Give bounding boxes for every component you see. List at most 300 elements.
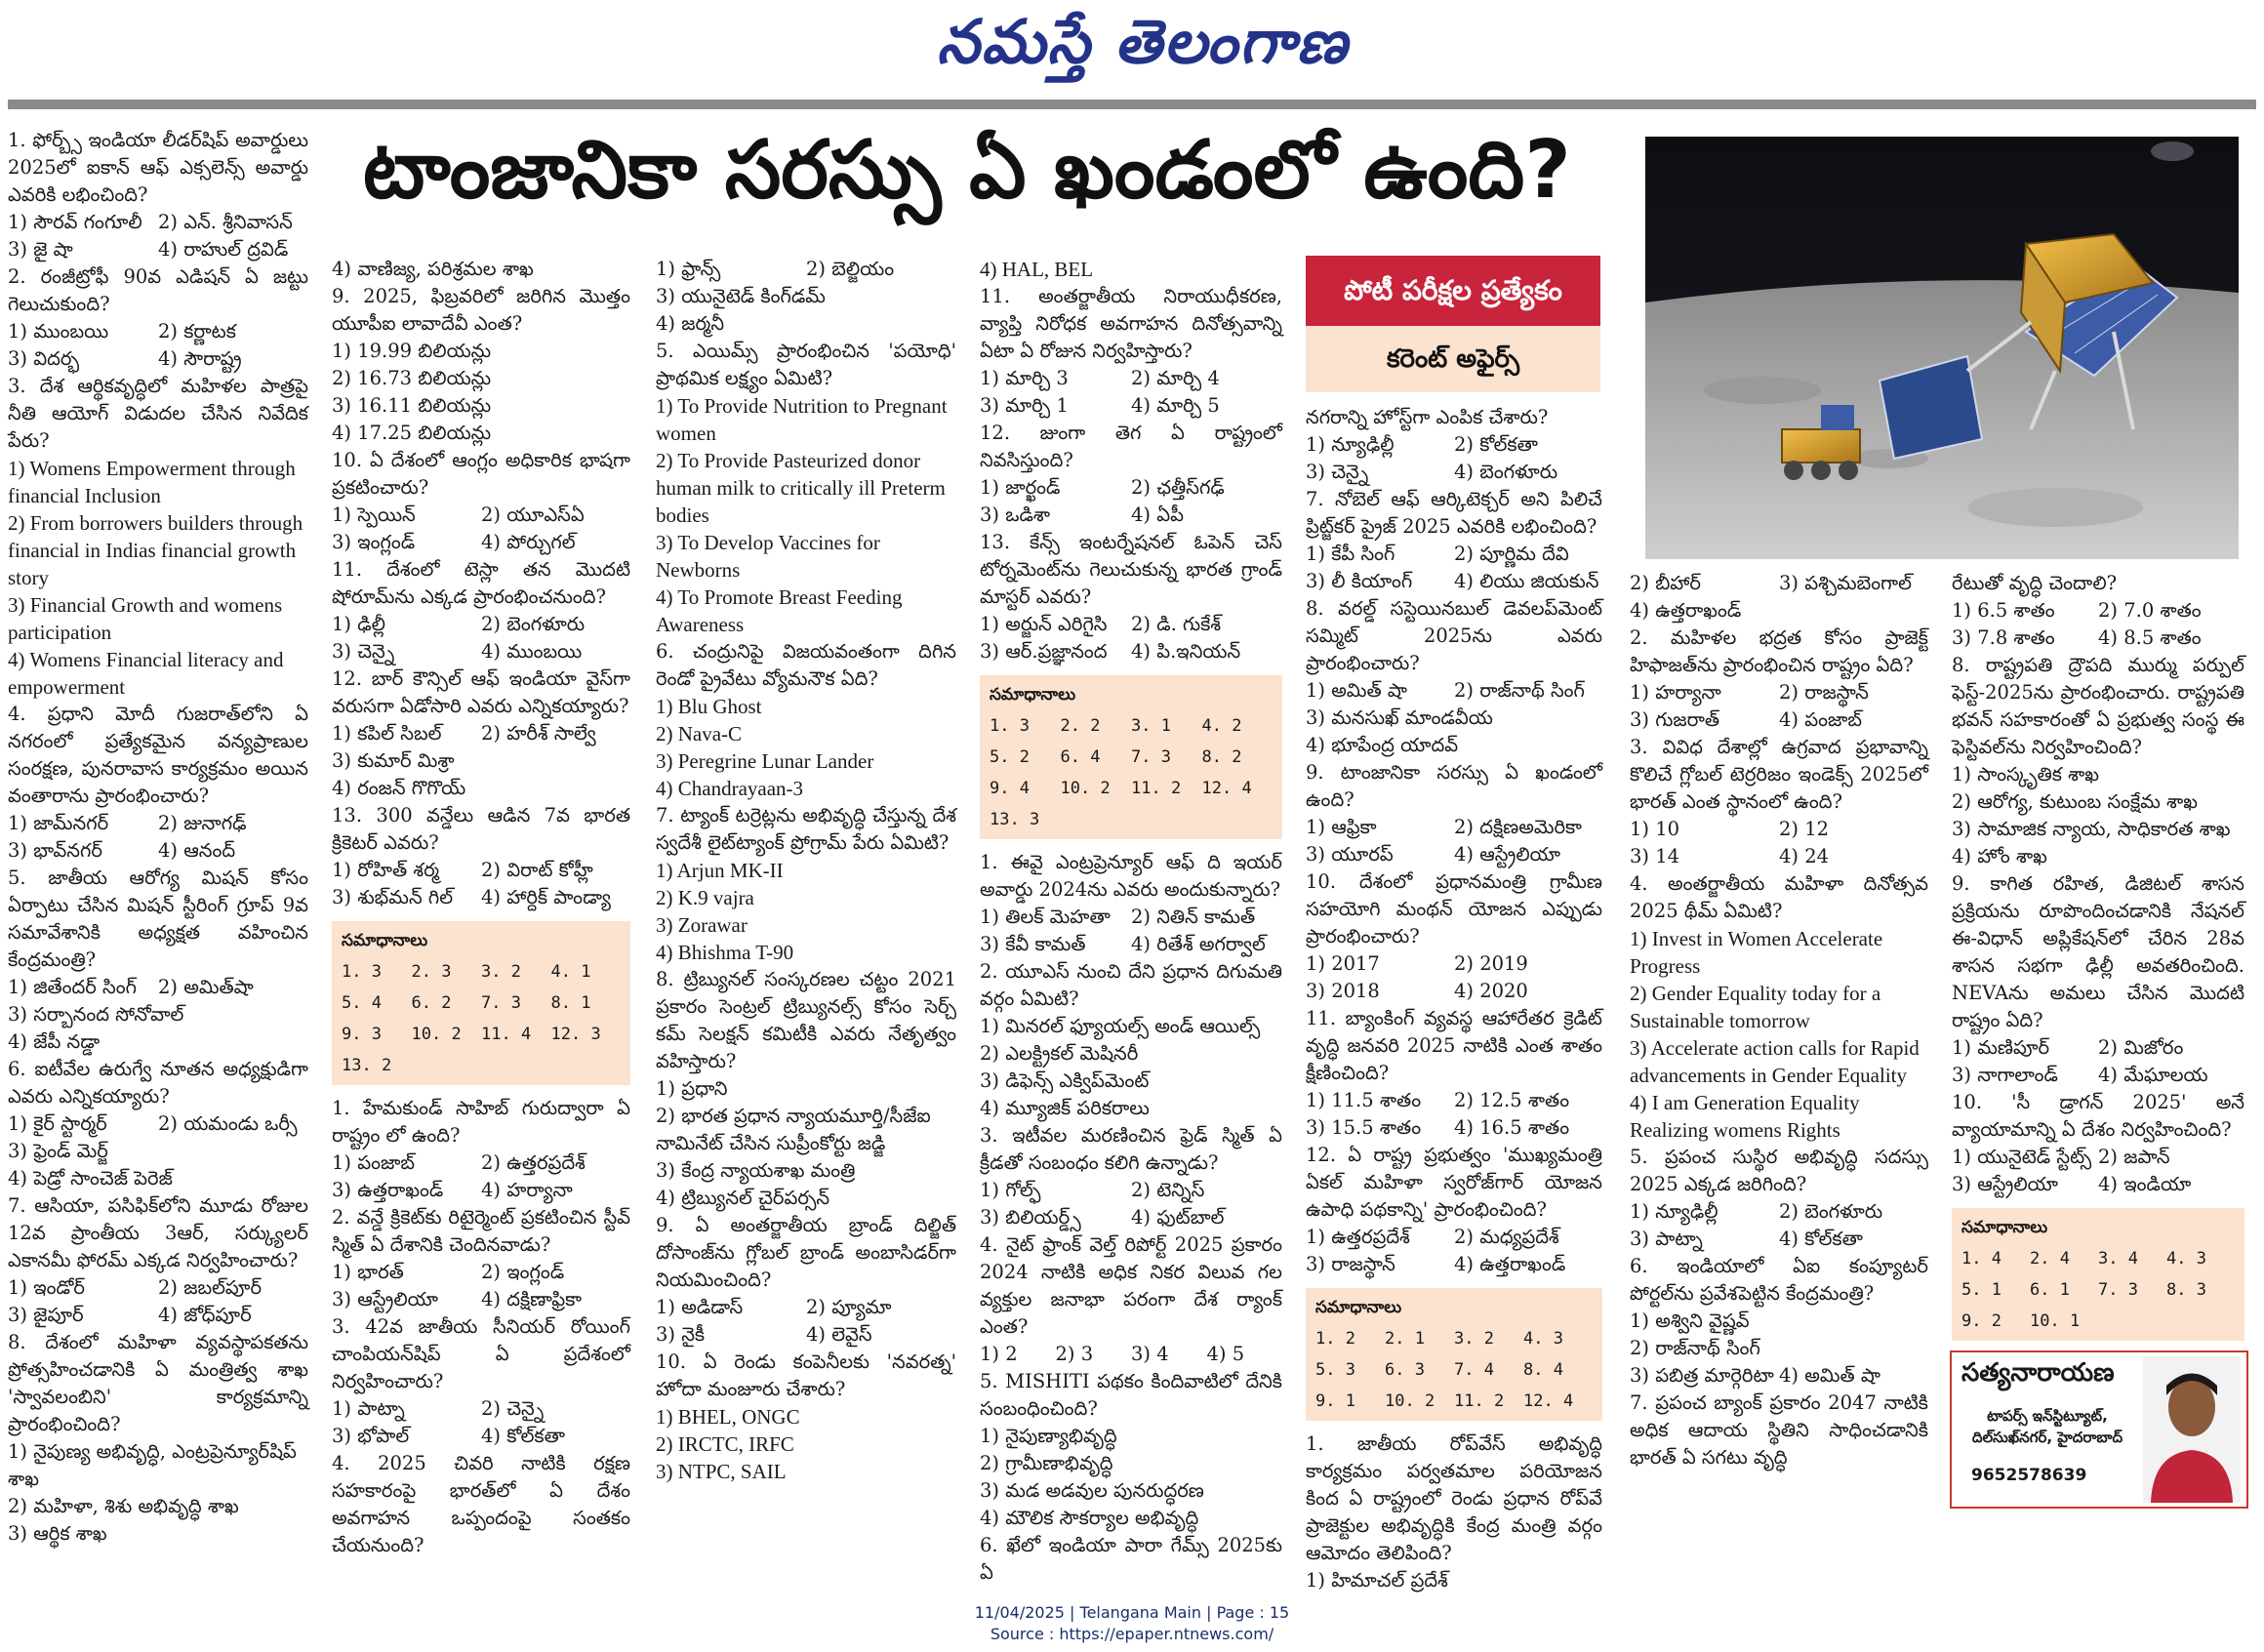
column-1 [8, 127, 308, 1548]
option: 4) పి.ఇనియన్ [1131, 640, 1241, 663]
question: 7. ట్యాంక్ టర్రెట్లను అభివృద్ధి చేస్తున్న దేశ స్వదేశీ లైట్‌ట్యాంక్ ప్రోగ్రామ్ పేరు ఏమిటి? [656, 804, 956, 854]
option: 1) జార్ఖండ్ [980, 476, 1061, 499]
option: 4) HAL, BEL [980, 258, 1094, 281]
options [1630, 1226, 1928, 1253]
answer-key [980, 675, 1282, 839]
options [656, 256, 956, 283]
answer: 11. 2 [1131, 779, 1182, 798]
option: 1) మణిపూర్ [1952, 1036, 2050, 1059]
options [332, 1395, 630, 1423]
options [1306, 814, 1602, 841]
page-footer [0, 1602, 2264, 1645]
answer: 6. 2 [411, 993, 452, 1013]
option: 3) యూరప్ [1306, 843, 1394, 866]
option: 1) పంజాబ్ [332, 1151, 415, 1174]
option: 4) మేఘాలయ [2098, 1064, 2208, 1086]
options [980, 502, 1282, 529]
option: 4) ఫుట్‌బాల్ [1131, 1206, 1225, 1229]
option: 4) రితేశ్ అగర్వాల్ [1131, 933, 1266, 955]
option: 1) న్యూఢిల్లీ [1306, 433, 1395, 456]
options [8, 1110, 308, 1138]
option: 2) 3 [1055, 1343, 1094, 1365]
answer: 5. 2 [990, 747, 1030, 767]
option: 3) NTPC, SAIL [656, 1460, 787, 1483]
answer: 8. 3 [2166, 1280, 2206, 1300]
option: 3) సర్బానంద సోనోవాల్ [8, 1003, 184, 1026]
option: 2) కర్ణాటక [158, 320, 236, 342]
answer: 10. 2 [411, 1025, 462, 1044]
option: 4) మార్చి 5 [1131, 394, 1220, 417]
option: 1) యునైటెడ్ స్టేట్స్ [1952, 1146, 2092, 1168]
option: 3) సామాజిక న్యాయ, సాధికారత శాఖ [1952, 818, 2231, 840]
options [1952, 625, 2244, 652]
answer: 2. 4 [2030, 1249, 2070, 1269]
options [980, 904, 1282, 931]
option: 1) 2 [980, 1343, 1018, 1365]
question: 6. ఐటీవేల ఉరుగ్వే నూతన అధ్యక్షుడిగా ఎవరు ఎన్నికయ్యారు? [8, 1058, 308, 1108]
option: 4) 5 [1206, 1343, 1245, 1365]
question: 5. ఎయిమ్స్ ప్రారంభించిన 'పయోధి' ప్రాథమిక లక్ష్యం ఏమిటి? [656, 340, 956, 389]
answer: 2. 3 [411, 962, 452, 982]
answer: 13. 3 [990, 810, 1040, 829]
option: 1) To Provide Nutrition to Pregnant women [656, 394, 948, 445]
options [332, 857, 630, 884]
option: 1) ఆఫ్రికా [1306, 816, 1377, 838]
option: 1) ఉత్తరప్రదేశ్ [1306, 1226, 1410, 1248]
option: 1) ముంబయి [8, 320, 109, 342]
option: 2) జపాన్ [2098, 1146, 2170, 1168]
options [1306, 841, 1602, 868]
question: 8. దేశంలో మహిళా వ్యవస్థాపకతను ప్రోత్సహించడానికి ఏ మంత్రిత్వ శాఖ 'స్వావలంబిని' కార్యక్రమాన్ని ప్రారంభించింది? [8, 1331, 308, 1435]
answer: 11. 4 [481, 1025, 532, 1044]
option: 4) పంజాబ్ [1779, 708, 1862, 731]
question: 1. ఈవై ఎంట్రప్రెన్యూర్ ఆఫ్ ది ఇయర్ అవార్డు 2024ను ఎవరు అందుకున్నారు? [980, 851, 1282, 901]
answer: 7. 3 [1131, 747, 1171, 767]
answer: 4. 3 [2166, 1249, 2206, 1269]
option: 2) పూర్ణిమ దేవి [1454, 543, 1569, 565]
option: 1) హిమాచల్ ప్రదేశ్ [1306, 1569, 1448, 1592]
options [1306, 677, 1602, 705]
option: 1) కైర్ స్టార్మర్ [8, 1112, 107, 1135]
options [332, 502, 630, 529]
option: 2) ఎలక్ట్రికల్ మెషినరీ [980, 1042, 1139, 1065]
option: 4) మౌలిక సౌకర్యాల అభివృద్ధి [980, 1507, 1199, 1529]
option: 3) Accelerate action calls for Rapid advancements in Gender Equality [1630, 1036, 1920, 1087]
option: 3) ఉత్తరాఖండ్ [332, 1179, 444, 1201]
option: 3) కేవీ కామత్ [980, 933, 1086, 955]
option: 3) ఫ్రెండ్ మెర్జ్ [8, 1140, 108, 1162]
question: 6. ఖేలో ఇండియా పారా గేమ్స్ 2025కు ఏ [980, 1534, 1282, 1584]
option: 4) హార్దిక్ పాండ్యా [481, 886, 611, 908]
option: 2) జబల్‌పూర్ [158, 1276, 263, 1299]
question: నగరాన్ని హోస్ట్‌గా ఎంపిక చేశారు? [1306, 406, 1549, 428]
option: 1) ప్రధాని [656, 1077, 728, 1100]
answer: 1. 2 [1315, 1329, 1355, 1349]
options [8, 318, 308, 345]
question: 1. హేమకుండ్ సాహిబ్ గురుద్వారా ఏ రాష్ట్రం లో ఉంది? [332, 1097, 630, 1147]
options [332, 1177, 630, 1204]
option: 4) హర్యానా [481, 1179, 573, 1201]
option: 3) మనసుఖ్ మాండవీయ [1306, 706, 1493, 729]
options [1306, 541, 1602, 568]
option: 3) 15.5 శాతం [1306, 1116, 1422, 1139]
options [980, 1177, 1282, 1204]
question: 3. దేశ ఆర్థికవృద్ధిలో మహిళల పాత్రపై నీతి ఆయోగ్ విడుదల చేసిన నివేదిక పేరు? [8, 375, 308, 452]
question: 4. ప్రధాని మోదీ గుజరాత్‌లోని ఏ నగరంలో ప్రత్యేకమైన వన్యప్రాణుల సంరక్షణ, పునరావాస కార్యక్రమం అయిన వంతారాను ప్రారంభించారు? [8, 703, 308, 807]
options [332, 1149, 630, 1177]
option: 4) To Promote Breast Feeding Awareness [656, 585, 903, 636]
column-5 [1306, 404, 1602, 1594]
option: 1) స్పెయిన్ [332, 504, 416, 526]
option: 2) టెన్నిస్ [1131, 1179, 1205, 1201]
question: 12. జుంగా తెగ ఏ రాష్ట్రంలో నివసిస్తుంది? [980, 422, 1282, 471]
option: 4) లెవైస్ [806, 1323, 872, 1346]
option: 3) 7.8 శాతం [1952, 626, 2055, 649]
option: 4) హోం శాఖ [1952, 845, 2047, 867]
author-name: సత్యనారాయణ [1961, 1358, 2115, 1388]
options [8, 236, 308, 263]
option: 3) గుజరాత్ [1630, 708, 1720, 731]
option: 2) K.9 vajra [656, 886, 754, 909]
option: 1) 2017 [1306, 952, 1380, 975]
option: 2) డి. గుకేశ్ [1131, 613, 1222, 635]
question: 3. వివిధ దేశాల్లో ఉగ్రవాద ప్రభావాన్ని కొలిచే గ్లోబల్ టెర్రరిజం ఇండెక్స్ 2025లో భారత్ ఎంత స్థానంలో ఉంది? [1630, 736, 1928, 813]
option: 4) లియు జియకున్ [1454, 570, 1599, 592]
option: 1) హర్యానా [1630, 681, 1721, 704]
option: 4) ఏపీ [1131, 504, 1184, 526]
option: 1) ఇండోర్ [8, 1276, 85, 1299]
option: 3) డిఫెన్స్ ఎక్విప్‌మెంట్ [980, 1069, 1150, 1092]
options [656, 1294, 956, 1321]
option: 2) ఆరోగ్య, కుటుంబ సంక్షేమ శాఖ [1952, 790, 2198, 813]
option: 3) Peregrine Lunar Lander [656, 749, 874, 773]
author-phone: 9652578639 [1971, 1466, 2087, 1485]
option: 1) రోహిత్ శర్మ [332, 859, 440, 881]
options [332, 1286, 630, 1313]
lander-illustration [1645, 137, 2239, 559]
option: 2) మధ్యప్రదేశ్ [1454, 1226, 1559, 1248]
answer: 1. 3 [990, 716, 1030, 736]
option: 2) 12 [1779, 818, 1830, 840]
answer: 5. 3 [1315, 1360, 1355, 1380]
options [332, 720, 630, 747]
option: 2) ప్యూమా [806, 1296, 892, 1318]
answer: 3. 1 [1131, 716, 1171, 736]
options [1630, 843, 1928, 870]
option: 1) పాట్నా [332, 1397, 405, 1420]
option: 3) జై షా [8, 238, 73, 261]
option: 1) అశ్విని వైష్ణవ్ [1630, 1310, 1750, 1332]
answer: 6. 4 [1060, 747, 1101, 767]
column-4 [980, 256, 1282, 1587]
answer: 4. 1 [550, 962, 591, 982]
answer: 10. 1 [2030, 1311, 2081, 1331]
options [980, 1341, 1282, 1368]
option: 3) నాగాలాండ్ [1952, 1064, 2058, 1086]
answer: 9. 4 [990, 779, 1030, 798]
answer: 12. 4 [1201, 779, 1252, 798]
question: రేటుతో వృద్ధి చెందాలి? [1952, 572, 2118, 594]
question: 3. 42వ జాతీయ సీనియర్ రోయింగ్ చాంపియన్‌షిప్ ఏ ప్రదేశంలో నిర్వహించారు? [332, 1315, 630, 1392]
question: 13. 300 వన్డేలు ఆడిన 7వ భారత క్రికెటర్ ఎవరు? [332, 804, 630, 854]
answer: 1. 4 [1961, 1249, 2001, 1269]
option: 1) తిలక్ మెహతా [980, 906, 1111, 928]
option: 2) మిజోరం [2098, 1036, 2184, 1059]
option: 1) అమిత్ షా [1306, 679, 1407, 702]
option: 2) కోల్‌కతా [1454, 433, 1538, 456]
option: 3) శుభ్‌మన్ గిల్ [332, 886, 454, 908]
options [1306, 1224, 1602, 1251]
option: 4) సౌరాష్ట్ర [158, 347, 242, 370]
options [1952, 1062, 2244, 1089]
question: 1. ఫోర్బ్స్ ఇండియా లీడర్‌షిప్ అవార్డులు 2025లో ఐకాన్ ఆఫ్ ఎక్సలెన్స్ అవార్డు ఎవరికి లభించింది? [8, 129, 308, 206]
answer: 8. 4 [1523, 1360, 1563, 1380]
option: 1) Arjun MK-II [656, 859, 784, 882]
option: 2) 16.73 బిలియన్లు [332, 367, 492, 389]
question: 2. వన్డే క్రికెట్‌కు రిటైర్మెంట్ ప్రకటించిన స్టీవ్ స్మిత్ ఏ దేశానికి చెందినవాడు? [332, 1206, 630, 1256]
answer: 9. 2 [1961, 1311, 2001, 1331]
option: 1) 11.5 శాతం [1306, 1089, 1422, 1111]
answer: 2. 1 [1385, 1329, 1425, 1349]
options [1630, 816, 1928, 843]
answer: 5. 1 [1961, 1280, 2001, 1300]
question: 9. ఏ అంతర్జాతీయ బ్రాండ్ దిల్జిత్ దోసాంజ్‌ను గ్లోబల్ బ్రాండ్ అంబాసిడర్‌గా నియమించింది? [656, 1214, 956, 1291]
options [1952, 1171, 2244, 1198]
option: 3) 16.11 బిలియన్లు [332, 394, 492, 417]
options [980, 474, 1282, 502]
option: 4) బెంగళూరు [1454, 461, 1558, 483]
answer: 12. 3 [550, 1025, 601, 1044]
option: 4) ఆస్ట్రేలియా [1454, 843, 1560, 866]
options [332, 638, 630, 665]
option: 3) ఆర్.ప్రజ్ఞానంద [980, 640, 1108, 663]
option: 4) మ్యూజిక్ పరికరాలు [980, 1097, 1150, 1119]
option: 2) భారత ప్రధాన న్యాయమూర్తి/సీజేఐ నామినేట్ చేసిన సుప్రీంకోర్టు జడ్జి [656, 1105, 931, 1154]
answer-key [1306, 1288, 1602, 1421]
answer: 7. 4 [1454, 1360, 1494, 1380]
option: 2) జునాగఢ్ [158, 812, 247, 834]
option: 2) To Provide Pasteurized donor human milk to critically ill Preterm bodies [656, 449, 946, 527]
option: 2) IRCTC, IRFC [656, 1432, 794, 1456]
option: 4) అమిత్ షా [1779, 1364, 1880, 1387]
options [1306, 1251, 1602, 1278]
masthead [0, 0, 2264, 98]
answer: 6. 1 [2030, 1280, 2070, 1300]
question: 12. బార్ కౌన్సిల్ ఆఫ్ ఇండియా వైస్‌గా వరుసగా ఏడోసారి ఎవరు ఎన్నికయ్యారు? [332, 667, 630, 717]
option: 2) From borrowers builders through financial in Indias financial growth story [8, 511, 303, 589]
option: 4) Womens Financial literacy and empowerment [8, 648, 284, 699]
options [8, 974, 308, 1001]
option: 4) పోర్చుగల్ [481, 531, 576, 553]
option: 4) 17.25 బిలియన్లు [332, 422, 492, 444]
question: 7. నోబెల్ ఆఫ్ ఆర్కిటెక్చర్ అని పిలిచే ప్రిట్జ్‌కర్ ప్రైజ్ 2025 ఎవరికి లభించింది? [1306, 488, 1602, 538]
answer: 3. 2 [481, 962, 521, 982]
option: 1) అర్జున్ ఎరిగైసి [980, 613, 1108, 635]
option: 1) 6.5 శాతం [1952, 599, 2055, 622]
options [1952, 597, 2244, 625]
question: 7. ప్రపంచ బ్యాంక్ ప్రకారం 2047 నాటికి అధిక ఆదాయ స్థితిని సాధించడానికి భారత్ ఏ సగటు వృద్ధి [1630, 1391, 1928, 1469]
question: 7. ఆసియా, పసిఫిక్‌లోని మూడు రోజుల 12వ ప్రాంతీయ 3ఆర్, సర్క్యులర్ ఎకానమీ ఫోరమ్ ఎక్కడ నిర్వహించారు? [8, 1194, 308, 1271]
answer-key-title: సమాధానాలు [342, 931, 428, 950]
question: 5. ప్రపంచ సుస్థిర అభివృద్ధి సదస్సు 2025 ఎక్కడ జరిగింది? [1630, 1146, 1928, 1195]
option: 2) ఎన్. శ్రీనివాసన్ [158, 211, 293, 233]
option: 2) రాజ్‌నాథ్ సింగ్ [1630, 1337, 1760, 1359]
question: 11. దేశంలో టెస్లా తన మొదటి షోరూమ్‌ను ఎక్కడ ప్రారంభించనుంది? [332, 558, 630, 608]
option: 1) Blu Ghost [656, 695, 762, 718]
column-7 [1952, 570, 2244, 1350]
question: 12. ఏ రాష్ట్ర ప్రభుత్వం 'ముఖ్యమంత్రి ఏకల్ మహిళా స్వరోజ్‌గార్ యోజన ఉపాధి పథకాన్ని' ప్రారంభించింది? [1306, 1144, 1602, 1221]
option: 3) కేంద్ర న్యాయశాఖ మంత్రి [656, 1159, 856, 1182]
option: 1) న్యూఢిల్లీ [1630, 1200, 1718, 1223]
options [1630, 1198, 1928, 1226]
option: 3) లీ కియాంగ్ [1306, 570, 1413, 592]
option: 2) మహిళా, శిశు అభివృద్ధి శాఖ [8, 1495, 239, 1517]
answer: 5. 4 [342, 993, 382, 1013]
option: 2) బెల్జియం [806, 258, 895, 280]
question: 9. టాంజానికా సరస్సు ఏ ఖండంలో ఉంది? [1306, 761, 1602, 811]
option: 3) Financial Growth and womens participation [8, 593, 283, 644]
answer: 12. 4 [1523, 1391, 1574, 1411]
option: 1) Womens Empowerment through financial Inclusion [8, 457, 296, 507]
option: 2) హరీశ్ సాల్వే [481, 722, 596, 745]
answer: 9. 3 [342, 1025, 382, 1044]
question: 2. రంజీట్రోఫీ 90వ ఎడిషన్ ఏ జట్టు గెలుచుకుంది? [8, 265, 308, 315]
author-photo [2143, 1356, 2241, 1503]
options [8, 810, 308, 837]
options [980, 931, 1282, 958]
options [8, 1274, 308, 1302]
option: 2) బెంగళూరు [481, 613, 586, 635]
answer: 8. 2 [1201, 747, 1242, 767]
option: 4) రంజన్ గొగొయ్ [332, 777, 466, 799]
column-2 [332, 256, 630, 1559]
option: 2) దక్షిణఅమెరికా [1454, 816, 1582, 838]
question: 5. MISHITI పథకం కిందివాటిలో దేనికి సంబంధించింది? [980, 1370, 1282, 1420]
option: 1) నైపుణ్య అభివృద్ధి, ఎంట్రప్రెన్యూర్‌షిప్ శాఖ [8, 1440, 297, 1490]
question: 8. రాష్ట్రపతి ద్రౌపది ముర్ము పర్పుల్ ఫెస్ట్-2025ను ప్రారంభించారు. రాష్ట్రపతి భవన్ సహకారంతో ఏ ప్రభుత్వ సంస్థ ఈ ఫెస్టివల్‌ను నిర్వహించింది? [1952, 654, 2244, 758]
option: 3) 14 [1630, 845, 1680, 867]
option: 3) జైపూర్ [8, 1304, 84, 1326]
question: 4. 2025 చివరి నాటికి రక్షణ సహకారంపై భారత్‌లో ఏ దేశం అవగాహన ఒప్పందంపై సంతకం చేయనుంది? [332, 1452, 630, 1556]
option: 4) వాణిజ్య, పరిశ్రమల శాఖ [332, 258, 534, 280]
option: 1) జామ్‌నగర్ [8, 812, 109, 834]
options [1630, 1362, 1928, 1390]
question: 10. ఏ రెండు కంపెనీలకు 'నవరత్న' హోదా మంజూరు చేశారు? [656, 1350, 956, 1400]
option: 2) విరాట్ కోహ్లీ [481, 859, 593, 881]
option: 3) చెన్నై [1306, 461, 1369, 483]
column-6 [1630, 570, 1928, 1471]
options [980, 392, 1282, 420]
option: 3) ఇంగ్లండ్ [332, 531, 416, 553]
option: 1) అడిడాస్ [656, 1296, 744, 1318]
option: 2) ఛత్తీస్‌గఢ్ [1131, 476, 1225, 499]
section-badge: పోటీ పరీక్షల ప్రత్యేకం [1306, 256, 1600, 326]
answer: 10. 2 [1060, 779, 1111, 798]
option: 3) Zorawar [656, 913, 748, 937]
option: 4) జేపీ నడ్డా [8, 1030, 101, 1053]
option: 3) మడ అడవుల పునరుద్ధరణ [980, 1479, 1204, 1502]
answer: 11. 2 [1454, 1391, 1505, 1411]
option: 3) విదర్భ [8, 347, 80, 370]
option: 1) మార్చి 3 [980, 367, 1069, 389]
option: 3) భావ్‌నగర్ [8, 839, 102, 862]
answer: 2. 2 [1060, 716, 1101, 736]
option: 3) పబిత్ర మార్గెరిటా [1630, 1364, 1774, 1387]
option: 2) చెన్నై [481, 1397, 545, 1420]
options [332, 529, 630, 556]
option: 3) యునైటెడ్ కింగ్‌డమ్ [656, 285, 826, 307]
option: 1) జితేందర్ సింగ్ [8, 976, 137, 998]
options [1306, 978, 1602, 1005]
author-box [1950, 1350, 2248, 1509]
question: 2. యూఎస్ నుంచి దేని ప్రధాన దిగుమతి వర్గం ఏమిటి? [980, 960, 1282, 1010]
options [1630, 679, 1928, 706]
question: 2. మహిళల భద్రత కోసం ప్రాజెక్ట్ హిఫాజత్‌ను ప్రారంభించిన రాష్ట్రం ఏది? [1630, 626, 1928, 676]
answer: 13. 2 [342, 1056, 392, 1075]
answer: 7. 3 [481, 993, 521, 1013]
option: 4) ముంబయి [481, 640, 583, 663]
option: 4) జర్మనీ [656, 312, 725, 335]
options [332, 1259, 630, 1286]
question: 5. జాతీయ ఆరోగ్య మిషన్ కోసం ఏర్పాటు చేసిన మిషన్ స్టీరింగ్ గ్రూప్ 9వ సమావేశానికి అధ్యక్షత వహించిన కేంద్రమంత్రి? [8, 866, 308, 971]
option: 3) ఆర్థిక శాఖ [8, 1522, 107, 1545]
question: 10. ఏ దేశంలో ఆంగ్లం అధికారిక భాషగా ప్రకటించారు? [332, 449, 630, 499]
option: 2) 7.0 శాతం [2098, 599, 2202, 622]
option: 4) 16.5 శాతం [1454, 1116, 1570, 1139]
question: 11. బ్యాంకింగ్ వ్యవస్థ ఆహారేతర క్రెడిట్ వృద్ధి జనవరి 2025 నాటికి ఎంత శాతం క్షీణించింది? [1306, 1007, 1602, 1084]
answer: 6. 3 [1385, 1360, 1425, 1380]
answer: 9. 1 [1315, 1391, 1355, 1411]
section-subtitle: కరెంట్ అఫైర్స్ [1306, 326, 1600, 392]
question: 6. ఇండియాలో ఏఐ కంప్యూటర్ పోర్టల్‌ను ప్రవేశపెట్టిన కేంద్రమంత్రి? [1630, 1255, 1928, 1305]
option: 4) జోధ్‌పూర్ [158, 1304, 252, 1326]
answer: 4. 3 [1523, 1329, 1563, 1349]
question: 9. కాగిత రహిత, డిజిటల్ శాసన ప్రక్రియను రూపొందించడానికి నేషనల్ ఈ-విధాన్ అప్లికేషన్‌లో చేరిన 28వ శాసన సభగా ఢిల్లీ అవతరించింది. NEVAను అమలు చేసిన మొదటి రాష్ట్రం ఏది? [1952, 872, 2244, 1031]
option: 4) Bhishma T-90 [656, 941, 794, 964]
option: 2) 12.5 శాతం [1454, 1089, 1570, 1111]
option: 3) కుమార్ మిశ్రా [332, 749, 455, 772]
option: 2) ఉత్తరప్రదేశ్ [481, 1151, 586, 1174]
footer-source-link[interactable]: Source : https://epaper.ntnews.com/ [990, 1625, 1274, 1643]
option: 2) నితిన్ కామత్ [1131, 906, 1256, 928]
option: 3) రాజస్థాన్ [1306, 1253, 1395, 1275]
option: 4) 8.5 శాతం [2098, 626, 2202, 649]
option: 1) మినరల్ ఫ్యూయల్స్ అండ్ ఆయిల్స్ [980, 1015, 1261, 1037]
question: 1. జాతీయ రోప్‌వేస్ అభివృద్ధి కార్యక్రమం పర్వతమాల పరియోజన కింద ఏ రాష్ట్రంలో రెండు ప్రధాన రోప్‌వే ప్రాజెక్టుల అభివృద్ధికి కేంద్ర మంత్రి వర్గం ఆమోదం తెలిపింది? [1306, 1432, 1602, 1564]
question: 8. వరల్డ్ సస్టెయినబుల్ డెవలప్‌మెంట్ సమ్మిట్ 2025ను ఎవరు ప్రారంభించారు? [1306, 597, 1602, 674]
options [8, 345, 308, 373]
option: 4) కోల్‌కతా [1779, 1228, 1863, 1250]
option: 4) 24 [1779, 845, 1830, 867]
option: 3) ఆస్ట్రేలియా [1952, 1173, 2058, 1195]
header-rule [8, 100, 2256, 109]
option: 3) 4 [1131, 1343, 1169, 1365]
options [8, 837, 308, 865]
option: 3) భోపాల్ [332, 1425, 410, 1447]
answer-key-title: సమాధానాలు [1961, 1218, 2048, 1237]
option: 1) BHEL, ONGC [656, 1405, 800, 1429]
option: 1) 19.99 బిలియన్లు [332, 340, 492, 362]
options [332, 884, 630, 911]
answer: 3. 4 [2098, 1249, 2138, 1269]
options [1952, 1144, 2244, 1171]
option: 4) ఉత్తరాఖండ్ [1630, 599, 1742, 622]
option: 1) Invest in Women Accelerate Progress [1630, 927, 1883, 978]
option: 4) I am Generation Equality Realizing womens Rights [1630, 1091, 1860, 1142]
question: 11. అంతర్జాతీయ నిరాయుధీకరణ, వ్యాప్తి నిరోధక అవగాహన దినోత్సవాన్ని ఏటా ఏ రోజున నిర్వహిస్తారు? [980, 285, 1282, 362]
option: 3) మార్చి 1 [980, 394, 1069, 417]
question: 10. దేశంలో ప్రధానమంత్రి గ్రామీణ సహయోగి మంథన్ యోజన ఎప్పుడు ప్రారంభించారు? [1306, 870, 1602, 947]
